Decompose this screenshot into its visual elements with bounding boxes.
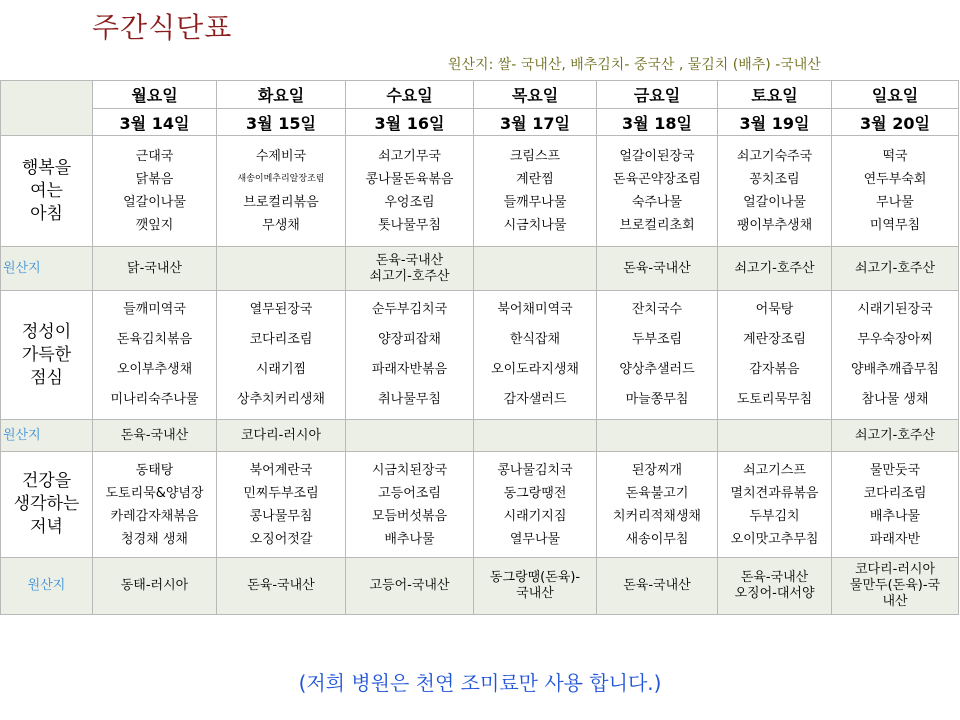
day-header: 금요일 — [597, 81, 718, 109]
weekly-menu-table — [0, 80, 959, 615]
dish-item: 시금치된장국 — [371, 462, 448, 478]
origin-cell — [346, 420, 474, 452]
dish-item: 한식잡채 — [509, 332, 561, 347]
dinner-dishes-cell — [474, 452, 597, 558]
dish-item: 무생채 — [262, 218, 300, 233]
dish-item: 근대국 — [135, 149, 174, 164]
date-header: 3월 19일 — [718, 109, 832, 136]
dish-item: 쇠고기무국 — [378, 149, 441, 164]
origin-text: 코다리-러시아 — [854, 562, 936, 577]
origin-cell — [474, 247, 597, 291]
dish-item: 마늘쫑무침 — [625, 392, 689, 407]
breakfast-dishes-cell — [832, 136, 959, 247]
breakfast-dishes-cell — [718, 136, 832, 247]
origin-text: 쇠고기-호주산 — [734, 260, 815, 276]
dish-item: 코다리조림 — [863, 485, 927, 501]
dinner-dishes-cell — [93, 452, 217, 558]
breakfast-origin-row — [1, 247, 959, 291]
dish-item: 콩나물무침 — [249, 508, 313, 524]
meal-label-line: 정성이 — [21, 321, 72, 342]
meal-label-line: 행복을 — [21, 157, 72, 178]
lunch-row — [1, 291, 959, 420]
origin-text: 쇠고기-호주산 — [369, 268, 450, 284]
date-header: 3월 16일 — [346, 109, 474, 136]
breakfast-dishes-cell — [474, 136, 597, 247]
dish-item: 열무된장국 — [249, 302, 313, 317]
dish-item: 새송이무침 — [625, 531, 689, 547]
date-header: 3월 18일 — [597, 109, 718, 136]
origin-text: 물만두(돈육)-국 — [849, 578, 941, 593]
dish-item: 들깨미역국 — [123, 302, 186, 317]
dish-item: 코다리조림 — [249, 332, 313, 347]
origin-cell — [474, 558, 597, 615]
origin-text: 오징어-대서양 — [734, 586, 815, 601]
dish-item: 오이도라지생채 — [491, 362, 579, 377]
dish-item: 배추나물 — [869, 508, 921, 524]
origin-cell — [93, 420, 217, 452]
dish-item: 참나물 생채 — [861, 392, 929, 407]
dish-item: 모듬버섯볶음 — [371, 508, 448, 524]
dish-item: 숙주나물 — [631, 195, 683, 210]
dish-item: 쇠고기숙주국 — [736, 149, 813, 164]
dish-item: 도토리묵&양념장 — [105, 485, 204, 501]
day-header: 화요일 — [217, 81, 346, 109]
dish-item: 돈육불고기 — [625, 485, 689, 501]
day-header: 일요일 — [832, 81, 959, 109]
footer-note: (저희 병원은 천연 조미료만 사용 합니다.) — [298, 671, 662, 695]
dish-item: 콩나물김치국 — [497, 462, 573, 478]
dish-item: 떡국 — [882, 149, 908, 164]
dish-item: 순두부김치국 — [371, 302, 448, 317]
meal-label-line: 생각하는 — [13, 494, 80, 514]
meal-label-line: 여는 — [30, 180, 63, 201]
origin-text: 닭-국내산 — [127, 260, 182, 276]
origin-cell — [832, 247, 959, 291]
origin-text: 돈육-국내산 — [375, 252, 444, 268]
dish-item: 민찌두부조림 — [243, 485, 319, 501]
date-header: 3월 14일 — [93, 109, 217, 136]
dish-item: 잔치국수 — [631, 302, 683, 317]
dinner-dishes-cell — [718, 452, 832, 558]
breakfast-dishes-cell — [93, 136, 217, 247]
breakfast-row — [1, 136, 959, 247]
meal-label-line: 아침 — [30, 203, 63, 224]
origin-label: 원산지 — [1, 420, 93, 452]
origin-cell — [217, 420, 346, 452]
dish-item: 꽁치조림 — [749, 172, 800, 187]
breakfast-dishes-cell — [217, 136, 346, 247]
origin-text: 고등어-국내산 — [369, 578, 450, 593]
dish-item: 파래자반 — [869, 531, 921, 547]
dish-item: 새송이메추리알장조림 — [237, 174, 325, 184]
dish-item: 청경채 생채 — [121, 531, 188, 547]
dish-item: 쇠고기스프 — [743, 462, 806, 478]
dish-item: 시래기찜 — [255, 362, 307, 377]
dinner-origin-row — [1, 558, 959, 615]
dinner-dishes-cell — [217, 452, 346, 558]
dish-item: 얼갈이된장국 — [619, 149, 695, 164]
origin-text: 돈육-국내산 — [247, 578, 315, 593]
lunch-dishes-cell — [718, 291, 832, 420]
dish-item: 계란장조림 — [743, 332, 806, 347]
lunch-origin-row — [1, 420, 959, 452]
dish-item: 수제비국 — [255, 149, 307, 164]
date-header: 3월 15일 — [217, 109, 346, 136]
breakfast-dishes-cell — [597, 136, 718, 247]
lunch-dishes-cell — [346, 291, 474, 420]
origin-text: 코다리-러시아 — [240, 427, 322, 443]
origin-cell — [718, 558, 832, 615]
dish-item: 우엉조림 — [384, 195, 435, 210]
dish-item: 무우숙장아찌 — [857, 332, 933, 347]
dish-item: 두부조림 — [631, 332, 683, 347]
origin-cell — [217, 558, 346, 615]
dish-item: 돈육곤약장조림 — [613, 172, 701, 187]
dish-item: 얼갈이나물 — [743, 195, 806, 210]
dinner-row — [1, 452, 959, 558]
origin-cell — [474, 420, 597, 452]
origin-text: 돈육-국내산 — [120, 427, 189, 443]
dish-item: 상추치커리생채 — [237, 392, 325, 407]
dish-item: 어묵탕 — [755, 302, 794, 317]
dinner-dishes-cell — [597, 452, 718, 558]
dish-item: 오징어젓갈 — [249, 531, 313, 547]
dish-item: 미나리숙주나물 — [110, 392, 199, 407]
dish-item: 멸치견과류볶음 — [730, 485, 819, 501]
origin-text: 국내산 — [516, 586, 554, 601]
dish-item: 계란찜 — [516, 172, 554, 187]
dinner-dishes-cell — [346, 452, 474, 558]
dish-item: 북어계란국 — [249, 462, 313, 478]
dish-item: 감자볶음 — [749, 362, 800, 377]
dish-item: 열무나물 — [509, 531, 561, 547]
origin-text: 내산 — [882, 594, 908, 609]
page-title: 주간식단표 — [92, 11, 233, 44]
dish-item: 배추나물 — [384, 531, 435, 547]
breakfast-dishes-cell — [346, 136, 474, 247]
dish-item: 깻잎지 — [135, 218, 174, 233]
origin-cell — [832, 420, 959, 452]
dish-item: 감자샐러드 — [503, 392, 567, 407]
lunch-label — [1, 291, 93, 420]
dish-item: 오이부추생채 — [116, 362, 193, 377]
meal-label-line: 저녁 — [30, 517, 63, 537]
dish-item: 얼갈이나물 — [123, 195, 186, 210]
dish-item: 크림스프 — [509, 149, 561, 164]
origin-text: 돈육-국내산 — [623, 260, 691, 276]
meal-label-line: 점심 — [30, 367, 63, 388]
dish-item: 들깨무나물 — [503, 195, 567, 210]
dish-item: 돈육김치볶음 — [116, 332, 193, 347]
origin-text: 동태-러시아 — [120, 578, 189, 593]
lunch-dishes-cell — [93, 291, 217, 420]
origin-cell — [346, 558, 474, 615]
dish-item: 카레감자채볶음 — [110, 508, 199, 524]
dish-item: 시래기된장국 — [857, 302, 933, 317]
day-header: 수요일 — [346, 81, 474, 109]
dish-item: 파래자반볶음 — [371, 362, 448, 377]
origin-label: 원산지 — [1, 247, 93, 291]
origin-cell — [346, 247, 474, 291]
dinner-label — [1, 452, 93, 558]
dish-item: 양상추샐러드 — [619, 362, 695, 377]
origin-cell — [718, 420, 832, 452]
date-header: 3월 20일 — [832, 109, 959, 136]
dinner-dishes-cell — [832, 452, 959, 558]
dish-item: 무나물 — [876, 195, 914, 210]
dish-item: 팽이부추생채 — [736, 218, 813, 233]
dish-item: 동태탕 — [135, 462, 174, 478]
origin-text: 돈육-국내산 — [740, 570, 809, 585]
dish-item: 톳나물무침 — [378, 218, 441, 233]
origin-note: 원산지: 쌀- 국내산, 배추김치- 중국산 , 물김치 (배추) -국내산 — [448, 57, 821, 73]
dish-item: 브로컬리볶음 — [243, 195, 319, 210]
dish-item: 도토리묵무침 — [736, 392, 813, 407]
breakfast-label — [1, 136, 93, 247]
date-header: 3월 17일 — [474, 109, 597, 136]
dish-item: 북어채미역국 — [497, 302, 573, 317]
date-header-row — [1, 109, 959, 136]
dish-item: 취나물무침 — [378, 392, 441, 407]
dish-item: 브로컬리초회 — [619, 218, 695, 233]
origin-text: 동그랑땡(돈육)- — [489, 570, 581, 585]
dish-item: 닭볶음 — [135, 172, 174, 187]
origin-cell — [832, 558, 959, 615]
header-corner — [1, 81, 93, 136]
origin-cell — [597, 247, 718, 291]
dish-item: 콩나물돈육볶음 — [365, 172, 454, 187]
dish-item: 양장피잡채 — [378, 332, 441, 347]
origin-cell — [93, 247, 217, 291]
dish-item: 연두부숙회 — [863, 172, 927, 187]
day-header: 목요일 — [474, 81, 597, 109]
dish-item: 동그랑땡전 — [503, 485, 567, 501]
origin-cell — [597, 420, 718, 452]
lunch-dishes-cell — [474, 291, 597, 420]
dish-item: 고등어조림 — [378, 485, 441, 501]
dish-item: 물만둣국 — [869, 462, 921, 478]
meal-label-line: 건강을 — [21, 471, 72, 491]
origin-label: 원산지 — [1, 558, 93, 615]
day-header-row — [1, 81, 959, 109]
origin-cell — [217, 247, 346, 291]
meal-label-line: 가득한 — [21, 344, 72, 365]
dish-item: 오이맛고추무침 — [730, 531, 819, 547]
dish-item: 두부김치 — [749, 508, 800, 524]
dish-item: 미역무침 — [869, 218, 921, 233]
origin-cell — [597, 558, 718, 615]
dish-item: 양배추깨즙무침 — [851, 362, 939, 377]
dish-item: 치커리적채생채 — [613, 508, 701, 524]
day-header: 월요일 — [93, 81, 217, 109]
origin-cell — [718, 247, 832, 291]
day-header: 토요일 — [718, 81, 832, 109]
lunch-dishes-cell — [217, 291, 346, 420]
dish-item: 시래기지짐 — [503, 508, 567, 524]
origin-text: 쇠고기-호주산 — [854, 260, 936, 276]
lunch-dishes-cell — [597, 291, 718, 420]
origin-text: 쇠고기-호주산 — [854, 427, 936, 443]
dish-item: 된장찌개 — [631, 462, 683, 478]
lunch-dishes-cell — [832, 291, 959, 420]
origin-text: 돈육-국내산 — [623, 578, 691, 593]
origin-cell — [93, 558, 217, 615]
dish-item: 시금치나물 — [503, 218, 567, 233]
